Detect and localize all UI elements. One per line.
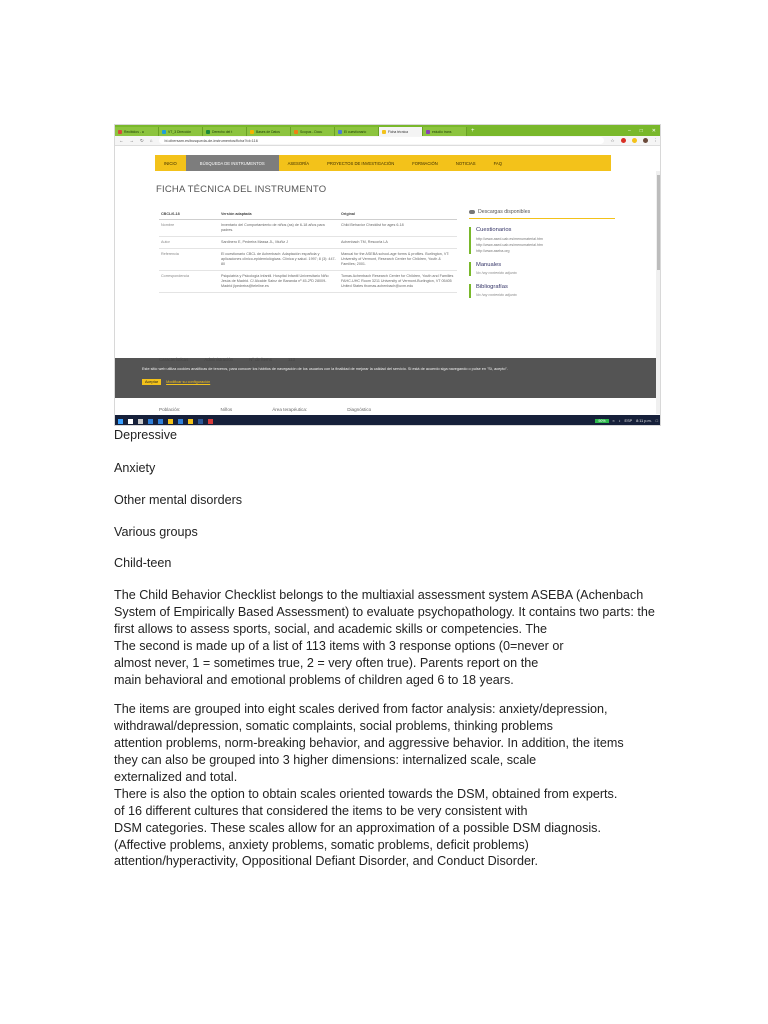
downloads-header [469, 209, 615, 219]
extension-icon[interactable] [632, 138, 637, 143]
section-note: No hay contenido adjunto [476, 293, 517, 297]
table-cell: Child Behavior Checklist for ages 6-18 [339, 220, 457, 237]
browser-tab-bar [115, 125, 661, 136]
tab-label: VT_3 Dirección [168, 129, 192, 134]
browser-tab[interactable] [335, 127, 379, 136]
table-cell: Inventario del Comportamiento de niños (as) de 6-18 años para padres. [219, 220, 339, 237]
browser-tab[interactable] [115, 127, 159, 136]
tab-favicon-icon [338, 130, 342, 134]
system-tray [595, 419, 661, 423]
menu-icon[interactable]: ⋮ [653, 137, 658, 143]
table-cell: Sardinero E, Pedreira Massa JL, Muñiz J [219, 237, 339, 249]
modify-cookies-link[interactable]: Modificar su configuración [166, 379, 211, 384]
edge-icon[interactable] [148, 419, 153, 424]
tab-label: Derecho del t [212, 129, 233, 134]
browser-tab[interactable] [291, 127, 335, 136]
clock[interactable]: 8:11 p.m. [636, 419, 652, 423]
embedded-screenshot [114, 124, 661, 426]
tab-favicon-icon [426, 130, 430, 134]
battery-indicator[interactable]: 90% [595, 419, 608, 423]
category-item: Other mental disorders [114, 493, 243, 507]
paragraph-line: they can also be grouped into 3 higher dimensions: internalized scale, scale [114, 753, 537, 767]
table-row [159, 220, 457, 237]
table-row [159, 271, 457, 293]
row-label: Referencia [159, 249, 219, 271]
maximize-icon[interactable]: □ [639, 127, 643, 134]
sidebar-section-cuestionarios [469, 227, 615, 254]
column-header: CBCL/6-18 [159, 209, 219, 220]
address-bar [115, 136, 661, 146]
paragraph-line: attention/hyperactivity, Oppositional Defiant Disorder, and Conduct Disorder. [114, 854, 538, 868]
row-text: Área terapéutica: [272, 407, 308, 412]
table-cell: Tomas Achenbach Research Center for Children, Youth and Families FAHC-UHC Room 3211 University of Vermont-Burlington, VT 05405 United States thomas.achenbach@uvm.edu [339, 271, 457, 293]
paragraph-line: The items are grouped into eight scales derived from factor analysis: anxiety/depression, [114, 702, 608, 716]
paragraph-line: withdrawal/depression, somatic complaints, social problems, thinking problems [114, 719, 553, 733]
browser-tab-active[interactable] [379, 127, 423, 136]
tab-label: Scopus - Docu [300, 129, 323, 134]
tab-favicon-icon [250, 130, 254, 134]
browser-tab[interactable] [423, 127, 467, 136]
tab-label: Bases de Datos [256, 129, 280, 134]
mail-icon[interactable] [178, 419, 183, 424]
start-icon[interactable] [118, 419, 123, 424]
paragraph-line: DSM categories. These scales allow for an approximation of a possible DSM diagnosis. [114, 821, 601, 835]
wifi-icon[interactable]: ≈ [612, 419, 615, 423]
star-icon[interactable]: ☆ [610, 137, 615, 143]
cloud-download-icon [469, 210, 475, 214]
row-label: Correspondencia [159, 271, 219, 293]
column-header: Versión adaptada [219, 209, 339, 220]
language-indicator[interactable]: ESP [624, 419, 633, 423]
downloads-title: Descargas disponibles [478, 209, 531, 215]
category-item: Depressive [114, 428, 177, 442]
table-cell: Manual for the ASEBA school-age forms & profiles. Burlington, VT: University of Vermont, Research Center for Children, Youth & Families; 2001. [339, 249, 457, 271]
column-header: Original [339, 209, 457, 220]
tab-label: estudio trans [432, 129, 452, 134]
forward-icon[interactable]: → [129, 138, 134, 143]
section-title: Bibliografías [476, 284, 508, 290]
page-title: FICHA TÉCNICA DEL INSTRUMENTO [156, 184, 327, 195]
table-row [159, 249, 457, 271]
table-cell: Psiquiatría y Psicología Infantil. Hospital Infantil Universitario Niño Jesús de Madrid. C/ Alcalde Sainz de Baranda nº 45-2ºD 28009-Madrid jlpedreira@teleline.es [219, 271, 339, 293]
tab-label: Recibidos - a [124, 129, 144, 134]
table-row [159, 237, 457, 249]
tab-favicon-icon [162, 130, 166, 134]
paragraph-line: The Child Behavior Checklist belongs to the multiaxial assessment system ASEBA (Achenbach [114, 588, 644, 602]
reload-icon[interactable]: ↻ [140, 137, 144, 143]
minimize-icon[interactable]: – [627, 127, 631, 134]
row-text: Niños [220, 407, 233, 412]
table-cell: El cuestionario CBCL de Achenbach: Adaptación española y aplicaciones clínico-epidemiológicas. Clínica y salud. 1997; 8 (3): 447-80 [219, 249, 339, 271]
tab-label: Ficha técnica [388, 129, 408, 134]
nav-item-faq[interactable]: FAQ [493, 160, 502, 166]
paragraph-line: main behavioral and emotional problems of children aged 6 to 18 years. [114, 673, 514, 687]
cookie-text: Este sitio web utiliza cookies analíticas de terceros, para conocer los hábitos de navegación de los usuarios con la finalidad de mejorar la calidad del servicio. Si está de acuerdo siga navegando o pulse en "Sí, acepto". [142, 367, 508, 371]
paragraph-line: externalized and total. [114, 770, 238, 784]
accept-cookies-button[interactable]: Aceptar [142, 379, 161, 385]
tab-label: El cuestionario [344, 129, 367, 134]
pdf-icon[interactable] [208, 419, 213, 424]
download-link[interactable]: http://www.aseba.org [476, 249, 510, 253]
tab-favicon-icon [294, 130, 298, 134]
tab-favicon-icon [206, 130, 210, 134]
site-navigation [155, 155, 611, 171]
browser-tab[interactable] [159, 127, 203, 136]
nav-item-asesoria[interactable]: ASESORÍA [287, 160, 310, 166]
paragraph-line: attention problems, norm-breaking behavior, and aggressive behavior. In addition, the items [114, 736, 624, 750]
sidebar-section-manuales [469, 262, 615, 276]
word-icon[interactable] [198, 419, 203, 424]
tab-favicon-icon [118, 130, 122, 134]
downloads-sidebar [469, 209, 615, 298]
url-text: bi.cibersam.es/busqueda-de-instrumentos/ficha?Id=116 [164, 138, 258, 143]
sidebar-section-bibliografias [469, 284, 615, 298]
taskview-icon[interactable] [138, 419, 143, 424]
home-icon[interactable]: ⌂ [149, 138, 153, 143]
instrument-table [159, 209, 457, 293]
cookie-banner [115, 358, 658, 398]
url-field[interactable] [159, 137, 605, 144]
download-link[interactable]: http://www.ased.uab.es/menumaterial.htm [476, 243, 543, 247]
browser-tab[interactable] [247, 127, 291, 136]
row-label: Nombre [159, 220, 219, 237]
section-title: Cuestionarios [476, 227, 512, 233]
paragraph-line: There is also the option to obtain scales oriented towards the DSM, obtained from experts. [114, 787, 618, 801]
page-scrollbar[interactable] [656, 171, 661, 414]
category-item: Anxiety [114, 461, 156, 475]
close-icon[interactable]: ✕ [651, 127, 656, 134]
nav-item-noticias[interactable]: NOTICIAS [455, 160, 476, 166]
row-text: Diagnóstico [347, 407, 372, 412]
section-title: Manuales [476, 262, 502, 268]
new-tab-icon[interactable]: + [471, 127, 475, 134]
nav-item-busqueda[interactable]: BÚSQUEDA DE INSTRUMENTOS [186, 155, 279, 171]
category-item: Various groups [114, 525, 198, 539]
folder-icon[interactable] [168, 419, 173, 424]
windows-taskbar [115, 415, 661, 426]
population-row [159, 407, 609, 412]
row-label: Autor [159, 237, 219, 249]
category-item: Child-teen [114, 556, 172, 570]
paragraph-line: of 16 different cultures that considered the items to be very consistent with [114, 804, 528, 818]
extension-icon[interactable] [621, 138, 626, 143]
nav-item-inicio[interactable]: INICIO [164, 160, 177, 166]
paragraph-line: System of Empirically Based Assessment) to evaluate psychopathology. It contains two parts: the [114, 605, 655, 619]
paragraph-line: almost never, 1 = sometimes true, 2 = very often true). Parents report on the [114, 656, 539, 670]
search-icon[interactable] [128, 419, 133, 424]
scroll-thumb[interactable] [657, 175, 660, 270]
store-icon[interactable] [158, 419, 163, 424]
browser-tab[interactable] [203, 127, 247, 136]
nav-item-proyectos[interactable]: PROYECTOS DE INVESTIGACIÓN [327, 160, 395, 166]
back-icon[interactable]: ← [119, 138, 124, 143]
paragraph-line: The second is made up of a list of 113 items with 3 response options (0=never or [114, 639, 564, 653]
paragraph-line: (Affective problems, anxiety problems, somatic problems, deficit problems) [114, 838, 529, 852]
download-link[interactable]: http://www.ased.uab.es/menumaterial.htm [476, 237, 543, 241]
section-note: No hay contenido adjunto [476, 271, 517, 275]
tab-favicon-icon [382, 130, 386, 134]
row-text: Población: [159, 407, 181, 412]
table-header-row [159, 209, 457, 220]
nav-item-formacion[interactable]: FORMACIÓN [412, 160, 438, 166]
chrome-icon[interactable] [188, 419, 193, 424]
volume-icon[interactable]: ♪ [618, 419, 621, 423]
paragraph-line: first allows to assess sports, social, and academic skills or competencies. The [114, 622, 548, 636]
avatar[interactable] [643, 138, 648, 143]
notifications-icon[interactable]: □ [655, 419, 658, 423]
table-cell: Achenbach TM, Rescorla LA [339, 237, 457, 249]
